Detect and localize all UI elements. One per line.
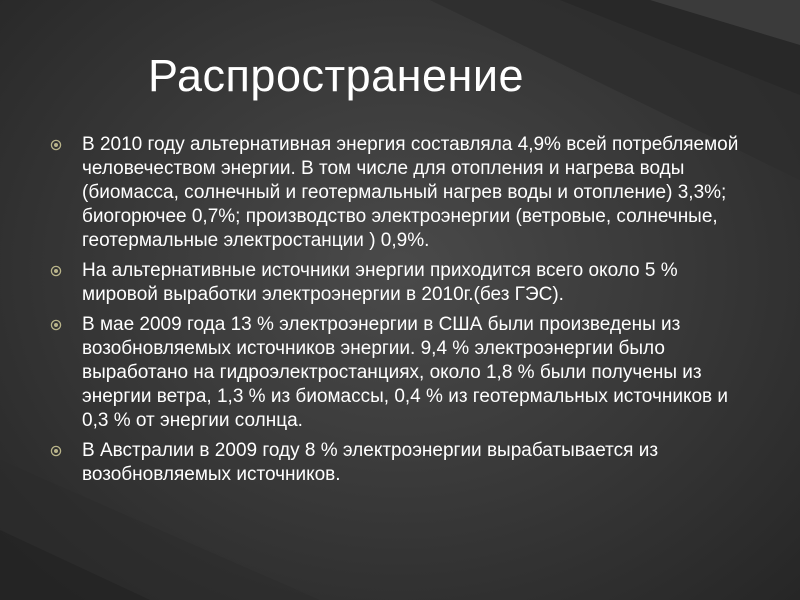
circle-bullet-icon — [50, 139, 62, 151]
bullet-item — [50, 133, 750, 253]
bullet-text: В мае 2009 года 13 % электроэнергии в США были произведены из возобновляемых источников энергии. 9,4 % электроэнергии было выработано на гидроэлектростанциях, около 1,8 % были получены из энергии ветра, 1,3 % из биомассы, 0,4 % из геотермальных источников и 0,3 % от энергии солнца. — [82, 314, 729, 431]
slide-title: Распространение — [148, 50, 525, 101]
circle-bullet-icon — [50, 319, 62, 331]
bullet-item — [50, 439, 750, 487]
circle-bullet-icon — [50, 265, 62, 277]
bullet-list — [50, 133, 750, 493]
bullet-text: В 2010 году альтернативная энергия составляла 4,9% всей потребляемой человечеством энергии. В том числе для отопления и нагрева воды (биомасса, солнечный и геотермальный нагрев воды и отопление) 3,3%; биогорючее 0,7%; производство электроэнергии (ветровые, солнечные, геотермальные электростанции ) 0,9%. — [82, 134, 739, 251]
bullet-item — [50, 313, 750, 433]
bullet-item — [50, 259, 750, 307]
bullet-text: В Австралии в 2009 году 8 % электроэнергии вырабатывается из возобновляемых источников. — [82, 440, 659, 485]
circle-bullet-icon — [50, 445, 62, 457]
bullet-text: На альтернативные источники энергии приходится всего около 5 % мировой выработки электроэнергии в 2010г.(без ГЭС). — [82, 260, 678, 305]
